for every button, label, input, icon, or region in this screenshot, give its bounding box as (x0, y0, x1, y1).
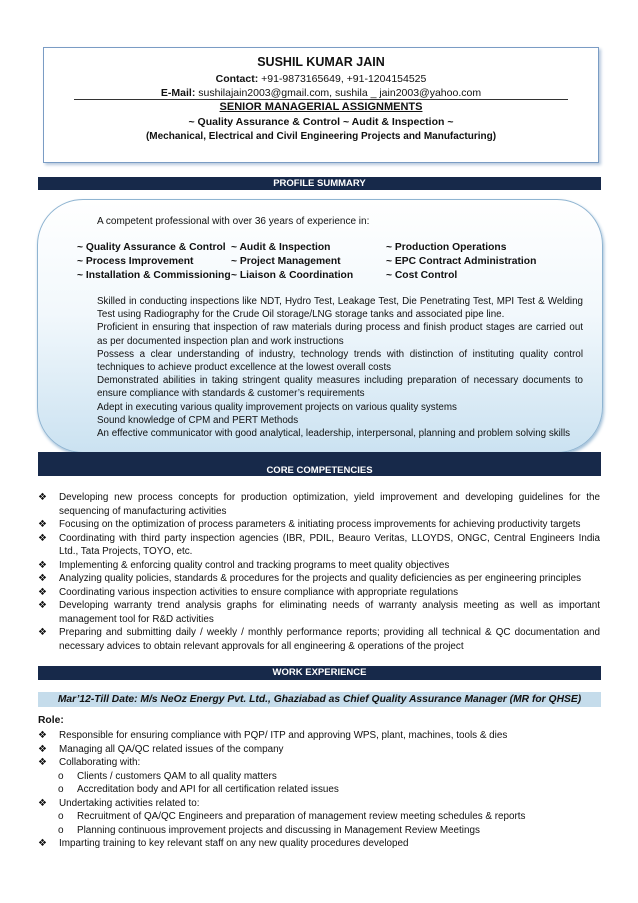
list-item-text: Implementing & enforcing quality control and tracking programs to meet quality objectives (59, 559, 450, 571)
list-item (38, 559, 600, 573)
profile-paragraph: Proficient in ensuring that inspection of raw materials during process and finish product stages are carried out as per documented inspection plan and work instructions (97, 322, 583, 347)
core-competencies-bar: CORE COMPETENCIES (38, 452, 601, 476)
role-list (38, 729, 600, 851)
sub-list-item (38, 770, 600, 784)
skills-column-3 (386, 241, 536, 283)
diamond-bullet-icon: ❖ (38, 519, 47, 530)
list-item (38, 743, 600, 757)
contact-value: +91-9873165649, +91-1204154525 (258, 73, 427, 85)
list-item-text: Coordinating various inspection activities to ensure compliance with appropriate regulations (59, 586, 459, 598)
profile-paragraph: Sound knowledge of CPM and PERT Methods (97, 414, 299, 426)
circle-bullet-icon: o (58, 770, 64, 782)
profile-paragraph: An effective communicator with good analytical, leadership, interpersonal, planning and problem solving skills (97, 428, 571, 440)
email-line (44, 87, 598, 99)
skill-item: ~ Cost Control (386, 270, 458, 281)
diamond-bullet-icon: ❖ (38, 586, 47, 598)
skills-column-2 (231, 241, 353, 283)
diamond-bullet-icon: ❖ (38, 743, 47, 755)
diamond-bullet-icon: ❖ (38, 797, 47, 809)
list-item-text: Coordinating with third party inspection agencies (IBR, PDIL, Beauro Veritas, LLOYDS, ONGC, Central Engineers India Ltd., Tata Projects, TOYO, etc. (59, 532, 600, 557)
profile-paragraph: Possess a clear understanding of industry, technology trends with distinction of instituting quality control techniques to achieve product excellence at the lowest overall costs (97, 348, 583, 374)
sub-list-item-text: Accreditation body and API for all certification related issues (77, 784, 339, 795)
profile-intro: A competent professional with over 36 years of experience in: (97, 216, 370, 227)
sub-list-item (38, 824, 600, 838)
contact-line (44, 73, 598, 85)
list-item (38, 599, 600, 626)
projects-line: (Mechanical, Electrical and Civil Engineering Projects and Manufacturing) (145, 131, 497, 142)
profile-paragraph: Demonstrated abilities in taking stringent quality measures including preparation of necessary documents to ensure compliance with standards & customer’s requirements (97, 375, 583, 400)
sub-list-item (38, 783, 600, 797)
profile-summary-box (37, 199, 603, 453)
header-divider (74, 99, 568, 100)
skill-item: ~ EPC Contract Administration (386, 256, 537, 267)
list-item-text: Managing all QA/QC related issues of the company (59, 743, 284, 755)
skills-column-1 (77, 241, 231, 283)
profile-paragraph: Skilled in conducting inspections like NDT, Hydro Test, Leakage Test, Die Penetrating Test, MPI Test & Welding Test using Radiography for the Crude Oil storage/LNG storage tanks and associated pipe line. (97, 296, 583, 321)
sub-list-item-text: Clients / customers QAM to all quality matters (77, 770, 277, 782)
list-item (38, 797, 600, 811)
skill-item: ~ Quality Assurance & Control (77, 242, 226, 253)
list-item-text: Undertaking activities related to: (59, 797, 200, 809)
list-item-text: Imparting training to key relevant staff on any new quality procedures developed (59, 838, 409, 849)
skill-item: ~ Project Management (231, 256, 341, 267)
skill-item: ~ Process Improvement (77, 256, 194, 267)
roles-line: ~ Quality Assurance & Control ~ Audit & Inspection ~ (188, 116, 454, 128)
list-item (38, 572, 600, 586)
diamond-bullet-icon: ❖ (38, 559, 47, 571)
profile-paragraph: Adept in executing various quality improvement projects on various quality systems (97, 401, 457, 413)
sub-list-item-text: Recruitment of QA/QC Engineers and preparation of management review meeting schedules & reports (77, 811, 526, 822)
circle-bullet-icon: o (58, 784, 64, 795)
sub-list-item-text: Planning continuous improvement projects and discussing in Management Review Meetings (77, 824, 480, 836)
candidate-name: SUSHIL KUMAR JAIN (257, 55, 385, 69)
profile-paragraphs (97, 295, 583, 440)
job-title-bar: Mar’12-Till Date: M/s NeOz Energy Pvt. Ltd., Ghaziabad as Chief Quality Assurance Manager (MR for QHSE) (38, 692, 601, 707)
diamond-bullet-icon: ❖ (38, 627, 47, 638)
list-item-text: Developing new process concepts for production optimization, yield improvement and developing guidelines for the sequencing of manufacturing activities (59, 492, 600, 517)
circle-bullet-icon: o (58, 824, 64, 836)
list-item (38, 491, 600, 518)
diamond-bullet-icon: ❖ (38, 757, 47, 768)
role-label: Role: (38, 715, 64, 726)
core-competencies-list (38, 491, 600, 653)
email-label: E-Mail: (160, 87, 196, 99)
diamond-bullet-icon: ❖ (38, 573, 47, 584)
list-item (38, 518, 600, 532)
sub-list-item (38, 810, 600, 824)
assignments-heading: SENIOR MANAGERIAL ASSIGNMENTS (219, 101, 423, 113)
skill-item: ~ Liaison & Coordination (231, 270, 354, 281)
list-item-text: Analyzing quality policies, standards & procedures for the projects and quality deficiencies as per engineering principles (59, 573, 582, 584)
diamond-bullet-icon: ❖ (38, 532, 47, 544)
diamond-bullet-icon: ❖ (38, 492, 47, 503)
skill-item: ~ Audit & Inspection (231, 242, 331, 253)
header-box (43, 47, 599, 163)
list-item (38, 756, 600, 770)
email-value[interactable]: sushilajain2003@gmail.com, sushila _ jain2003@yahoo.com (195, 87, 482, 99)
list-item-text: Responsible for ensuring compliance with PQP/ ITP and approving WPS, plant, machines, tools & dies (59, 730, 508, 741)
circle-bullet-icon: o (58, 811, 64, 822)
work-experience-bar: WORK EXPERIENCE (38, 666, 601, 680)
skill-item: ~ Installation & Commissioning (77, 270, 231, 281)
diamond-bullet-icon: ❖ (38, 730, 47, 741)
list-item-text: Collaborating with: (59, 757, 141, 768)
skill-item: ~ Production Operations (386, 242, 507, 253)
diamond-bullet-icon: ❖ (38, 600, 47, 611)
list-item (38, 586, 600, 600)
diamond-bullet-icon: ❖ (38, 838, 47, 849)
list-item (38, 626, 600, 653)
contact-label: Contact: (215, 73, 259, 85)
list-item (38, 729, 600, 743)
list-item-text: Preparing and submitting daily / weekly / monthly performance reports; providing all technical & QC documentation and necessary advices to obtain relevant approvals for all engineering & operations of the project (59, 627, 600, 652)
list-item-text: Focusing on the optimization of process parameters & initiating process improvements for achieving productivity targets (59, 519, 581, 530)
list-item (38, 532, 600, 559)
profile-summary-bar: PROFILE SUMMARY (38, 177, 601, 190)
list-item (38, 837, 600, 851)
list-item-text: Developing warranty trend analysis graphs for eliminating needs of warranty analysis meeting as well as important management tool for R&D activities (59, 600, 600, 625)
